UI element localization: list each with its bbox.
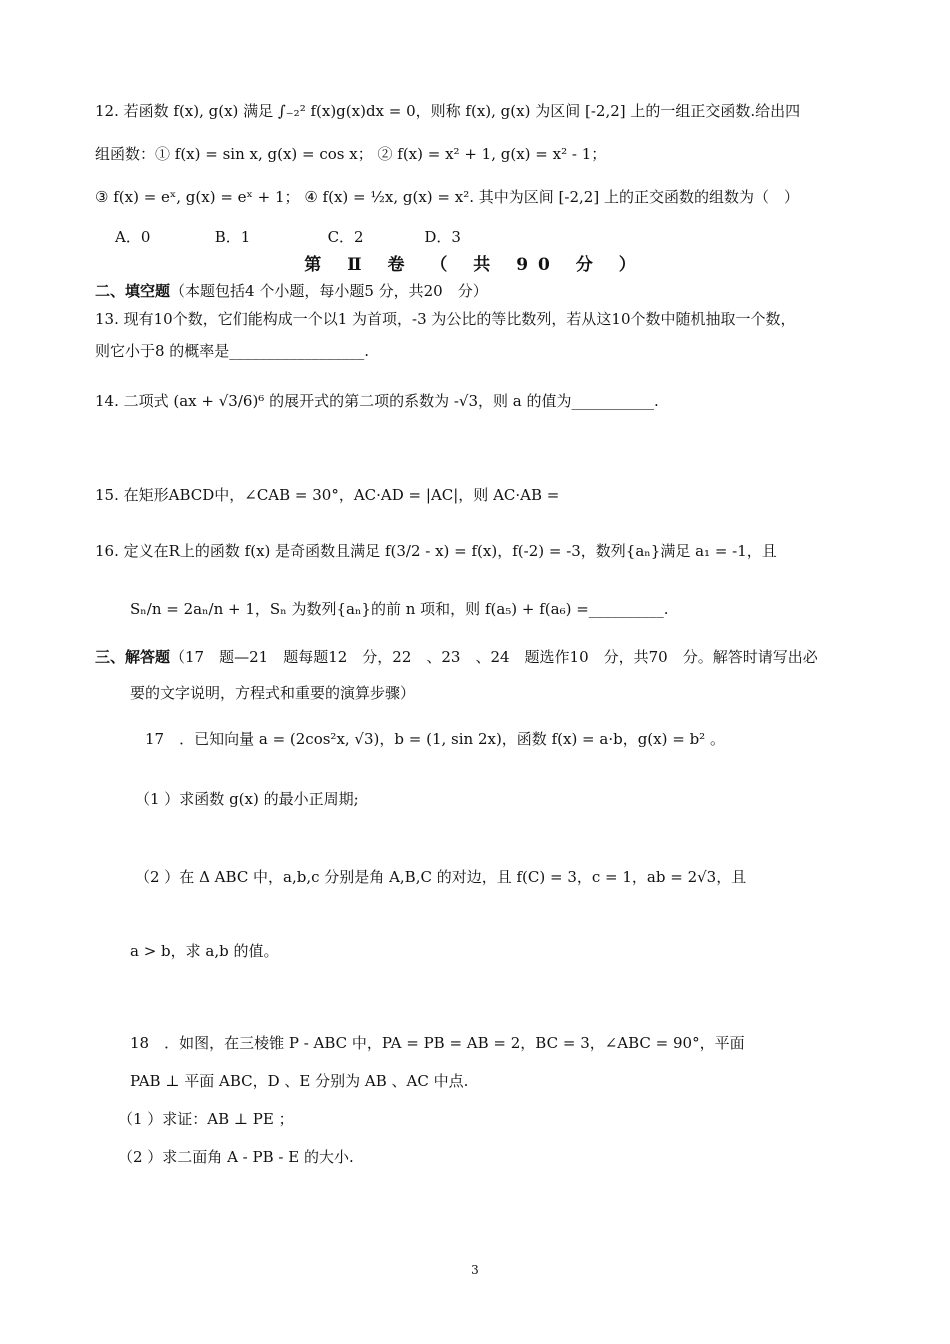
q12-options xyxy=(115,226,870,248)
q17-part1: （1 ）求函数 g(x) 的最小正周期; xyxy=(135,790,359,808)
q17-part2: （2 ）在 Δ ABC 中，a,b,c 分别是角 A,B,C 的对边，且 f(C) = 3，c = 1，ab = 2√3，且 xyxy=(135,868,747,886)
answer-label: 三、解答题 xyxy=(95,648,171,666)
q18-part1: （1 ）求证：AB ⊥ PE ； xyxy=(118,1110,294,1128)
part2-title: 第 Ⅱ 卷 （ 共 90 分 ） xyxy=(304,255,646,275)
answer-header xyxy=(95,646,870,668)
q18: 18 ．如图，在三棱锥 P - ABC 中，PA = PB = AB = 2，BC = 3，∠ABC = 90°，平面 xyxy=(130,1034,745,1052)
q17: 17 ．已知向量 a = (2cos²x, √3)，b = (1, sin 2x)，函数 f(x) = a·b，g(x) = b² 。 xyxy=(145,730,725,748)
answer-note-2: 要的文字说明，方程式和重要的演算步骤） xyxy=(130,684,416,702)
q16-line2: Sₙ/n = 2aₙ/n + 1，Sₙ 为数列{aₙ}的前 n 项和，则 f(a₅) + f(a₆) =__________. xyxy=(130,600,669,618)
q13-line2: 则它小于8 的概率是__________________. xyxy=(95,342,370,360)
option-a: A．0 xyxy=(115,228,151,246)
page-number: 3 xyxy=(471,1263,479,1277)
fill-in-header xyxy=(95,280,870,302)
q12-line1: 12. 若函数 f(x), g(x) 满足 ∫₋₂² f(x)g(x)dx = 0，则称 f(x), g(x) 为区间 [-2,2] 上的一组正交函数.给出四 xyxy=(95,102,801,120)
q17-part2b: a > b，求 a,b 的值。 xyxy=(130,942,279,960)
q12-line3: ③ f(x) = eˣ, g(x) = eˣ + 1； ④ f(x) = ½x, g(x) = x². 其中为区间 [-2,2] 上的正交函数的组数为（ ） xyxy=(95,188,799,206)
fill-in-note: （本题包括4 个小题，每小题5 分，共20 分） xyxy=(170,282,488,300)
option-b: B．1 xyxy=(214,228,251,246)
q18-part2: （2 ）求二面角 A - PB - E 的大小. xyxy=(118,1148,354,1166)
option-d: D．3 xyxy=(424,228,461,246)
q13-line1: 13. 现有10个数，它们能构成一个以1 为首项，-3 为公比的等比数列，若从这10个数中随机抽取一个数， xyxy=(95,310,796,328)
option-c: C．2 xyxy=(327,228,364,246)
q16-line1: 16. 定义在R上的函数 f(x) 是奇函数且满足 f(3/2 - x) = f(x)，f(-2) = -3，数列{aₙ}满足 a₁ = -1，且 xyxy=(95,542,777,560)
answer-note: （17 题—21 题每题12 分，22 、23 、24 题选作10 分，共70 分。解答时请写出必 xyxy=(170,648,818,666)
q15: 15. 在矩形ABCD中，∠CAB = 30°，AC·AD = |AC|，则 AC·AB = xyxy=(95,486,560,504)
q12-line2: 组函数：① f(x) = sin x, g(x) = cos x； ② f(x) = x² + 1, g(x) = x² - 1； xyxy=(95,145,607,163)
fill-in-label: 二、填空题 xyxy=(95,282,171,300)
q18b: PAB ⊥ 平面 ABC，D 、E 分别为 AB 、AC 中点. xyxy=(130,1072,469,1090)
q14: 14. 二项式 (ax + √3/6)⁶ 的展开式的第二项的系数为 -√3，则 a 的值为___________. xyxy=(95,392,659,410)
